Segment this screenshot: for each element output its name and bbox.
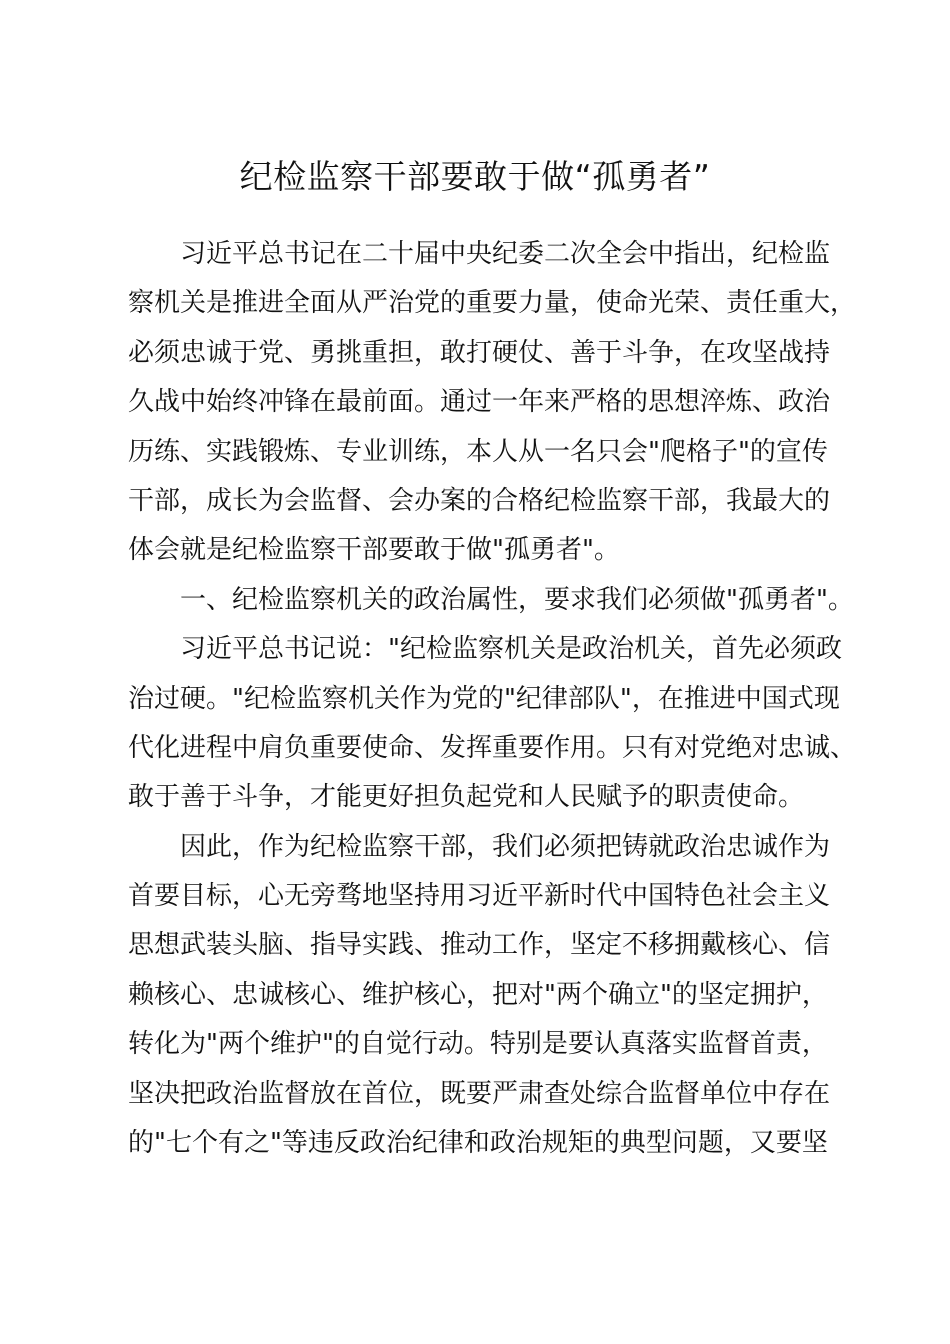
paragraph-2-line-3: 代化进程中肩负重要使命、发挥重要作用。只有对党绝对忠诚、 [128,732,857,763]
paragraph-1-line-6: 干部，成长为会监督、会办案的合格纪检监察干部，我最大的 [128,485,831,516]
paragraph-1-line-2: 察机关是推进全面从严治党的重要力量，使命光荣、责任重大， [128,288,857,319]
paragraph-3-line-6: 坚决把政治监督放在首位，既要严肃查处综合监督单位中存在 [128,1078,831,1109]
paragraph-3-line-7: 的"七个有之"等违反政治纪律和政治规矩的典型问题，又要坚 [128,1128,828,1159]
paragraph-2-line-2: 治过硬。"纪检监察机关作为党的"纪律部队"，在推进中国式现 [128,683,840,714]
paragraph-1-line-1: 习近平总书记在二十届中央纪委二次全会中指出，纪检监 [180,239,831,269]
document-body [128,230,857,1168]
paragraph-3-line-3: 思想武装头脑、指导实践、推动工作，坚定不移拥戴核心、信 [128,930,831,961]
section-heading-1: 一、纪检监察机关的政治属性，要求我们必须做"孤勇者"。 [180,584,854,615]
paragraph-2-line-4: 敢于善于斗争，才能更好担负起党和人民赋予的职责使命。 [128,782,805,813]
paragraph-3-line-5: 转化为"两个维护"的自觉行动。特别是要认真落实监督首责， [128,1029,828,1060]
paragraph-1-line-4: 久战中始终冲锋在最前面。通过一年来严格的思想淬炼、政治 [128,387,831,418]
paragraph-2-line-1: 习近平总书记说："纪检监察机关是政治机关，首先必须政 [180,634,842,665]
paragraph-3-line-4: 赖核心、忠诚核心、维护核心，把对"两个确立"的坚定拥护， [128,979,828,1010]
paragraph-1-line-7: 体会就是纪检监察干部要敢于做"孤勇者"。 [128,535,620,566]
paragraph-1-line-3: 必须忠诚于党、勇挑重担，敢打硬仗、善于斗争，在攻坚战持 [128,337,831,368]
paragraph-3-line-1: 因此，作为纪检监察干部，我们必须把铸就政治忠诚作为 [180,831,831,862]
paragraph-3-line-2: 首要目标，心无旁骛地坚持用习近平新时代中国特色社会主义 [128,881,831,912]
document-title: 纪检监察干部要敢于做“孤勇者” [239,157,711,196]
paragraph-1-line-5: 历练、实践锻炼、专业训练，本人从一名只会"爬格子"的宣传 [128,436,828,467]
